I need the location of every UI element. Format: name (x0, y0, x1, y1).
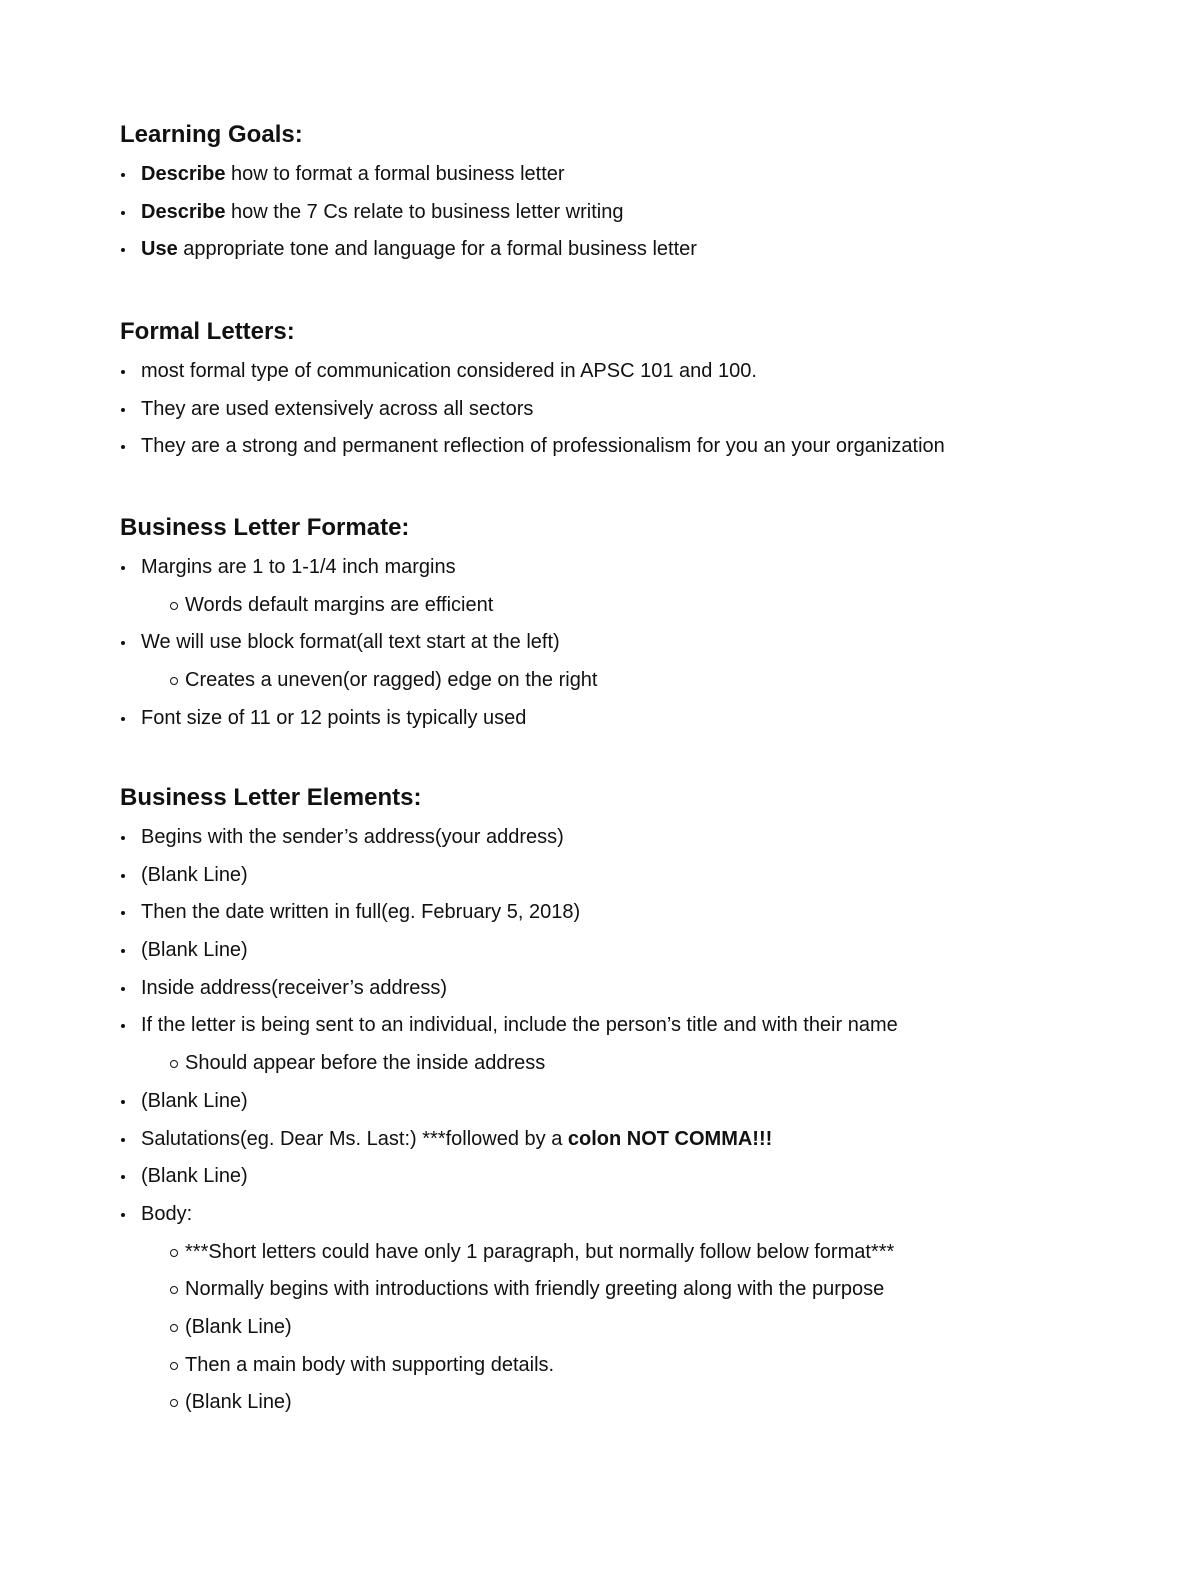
bullet-dot-icon (120, 624, 141, 662)
bullet-circle-icon (170, 1271, 185, 1309)
list-item (120, 391, 1120, 429)
bullet-dot-icon (120, 857, 141, 895)
item-text: Then a main body with supporting details. (185, 1353, 555, 1376)
bullet-dot-icon (120, 391, 141, 429)
item-text: (Blank Line) (141, 1089, 248, 1112)
section-business-letter-formate (120, 513, 1120, 737)
bullet-dot-icon (120, 1121, 141, 1159)
bullet-dot-icon (120, 819, 141, 857)
item-text: ***Short letters could have only 1 paragraph, but normally follow below format*** (185, 1240, 895, 1263)
sub-list-item (120, 662, 1120, 700)
bullet-dot-icon (120, 1083, 141, 1121)
item-text: most formal type of communication considered in APSC 101 and 100. (141, 360, 757, 382)
bullet-dot-icon (120, 428, 141, 466)
list-item (120, 857, 1120, 895)
emphasis-text: Describe (141, 163, 226, 185)
list-item (120, 428, 1120, 466)
emphasis-text: Describe (141, 200, 226, 223)
section-formal-letters (120, 317, 1120, 466)
item-text: (Blank Line) (141, 1165, 248, 1188)
list-item (120, 231, 1120, 269)
section-heading: Learning Goals: (120, 121, 303, 148)
section-learning-goals (120, 120, 1120, 269)
bullet-circle-icon (170, 1384, 185, 1422)
bullet-dot-icon (120, 1196, 141, 1234)
item-text: Normally begins with introductions with friendly greeting along with the purpose (185, 1278, 885, 1301)
bullet-dot-icon (120, 1007, 141, 1045)
item-text: Should appear before the inside address (185, 1052, 546, 1075)
emphasis-text: colon NOT COMMA!!! (567, 1127, 773, 1150)
bullet-dot-icon (120, 970, 141, 1008)
item-text: Salutations(eg. Dear Ms. Last:) ***followed by a (141, 1127, 568, 1150)
item-text: Words default margins are efficient (185, 593, 494, 616)
bullet-list (120, 353, 1120, 466)
list-item (120, 1083, 1120, 1121)
item-text: (Blank Line) (185, 1391, 292, 1414)
item-text: Font size of 11 or 12 points is typically used (141, 706, 527, 729)
item-text: how to format a formal business letter (225, 163, 565, 185)
section-business-letter-elements (120, 783, 1120, 1422)
bullet-circle-icon (170, 1309, 185, 1347)
bullet-dot-icon (120, 156, 141, 194)
bullet-dot-icon (120, 932, 141, 970)
list-item (120, 819, 1120, 857)
sub-list-item (120, 1271, 1120, 1309)
sub-list-item (120, 1234, 1120, 1272)
list-item (120, 700, 1120, 738)
item-text: Inside address(receiver’s address) (141, 976, 448, 999)
sub-list-item (120, 1045, 1120, 1083)
bullet-circle-icon (170, 1045, 185, 1083)
sub-list-item (120, 587, 1120, 625)
section-heading: Business Letter Elements: (120, 784, 422, 811)
bullet-dot-icon (120, 231, 141, 269)
list-item (120, 156, 1120, 194)
item-text: Margins are 1 to 1-1/4 inch margins (141, 556, 456, 578)
item-text: Creates a uneven(or ragged) edge on the right (185, 669, 598, 692)
list-item (120, 932, 1120, 970)
list-item (120, 194, 1120, 232)
item-text: (Blank Line) (141, 939, 248, 962)
bullet-list (120, 156, 1120, 269)
bullet-dot-icon (120, 194, 141, 232)
section-heading: Business Letter Formate: (120, 514, 410, 541)
item-text: (Blank Line) (141, 863, 248, 886)
bullet-list (120, 819, 1120, 1422)
bullet-circle-icon (170, 1234, 185, 1272)
list-item (120, 549, 1120, 587)
item-text: how the 7 Cs relate to business letter writing (225, 200, 624, 223)
list-item (120, 353, 1120, 391)
bullet-dot-icon (120, 700, 141, 738)
item-text: (Blank Line) (185, 1315, 292, 1338)
bullet-dot-icon (120, 353, 141, 391)
sub-list-item (120, 1384, 1120, 1422)
list-item (120, 1196, 1120, 1234)
sub-list-item (120, 1347, 1120, 1385)
item-text: If the letter is being sent to an individual, include the person’s title and with their name (141, 1014, 898, 1037)
item-text: Then the date written in full(eg. February 5, 2018) (141, 901, 581, 924)
bullet-circle-icon (170, 1347, 185, 1385)
item-text: They are a strong and permanent reflection of professionalism for you an your organization (141, 435, 945, 458)
item-text: appropriate tone and language for a formal business letter (177, 238, 697, 261)
bullet-dot-icon (120, 1158, 141, 1196)
emphasis-text: Use (141, 238, 178, 261)
item-text: We will use block format(all text start at the left) (141, 631, 560, 654)
list-item (120, 1121, 1120, 1159)
section-heading: Formal Letters: (120, 318, 295, 345)
list-item (120, 1158, 1120, 1196)
list-item (120, 894, 1120, 932)
bullet-list (120, 549, 1120, 737)
list-item (120, 970, 1120, 1008)
bullet-dot-icon (120, 894, 141, 932)
item-text: They are used extensively across all sectors (141, 397, 534, 420)
sub-list-item (120, 1309, 1120, 1347)
bullet-circle-icon (170, 587, 185, 625)
bullet-circle-icon (170, 662, 185, 700)
item-text: Begins with the sender’s address(your address) (141, 826, 564, 848)
item-text: Body: (141, 1202, 193, 1225)
list-item (120, 624, 1120, 662)
list-item (120, 1007, 1120, 1045)
bullet-dot-icon (120, 549, 141, 587)
